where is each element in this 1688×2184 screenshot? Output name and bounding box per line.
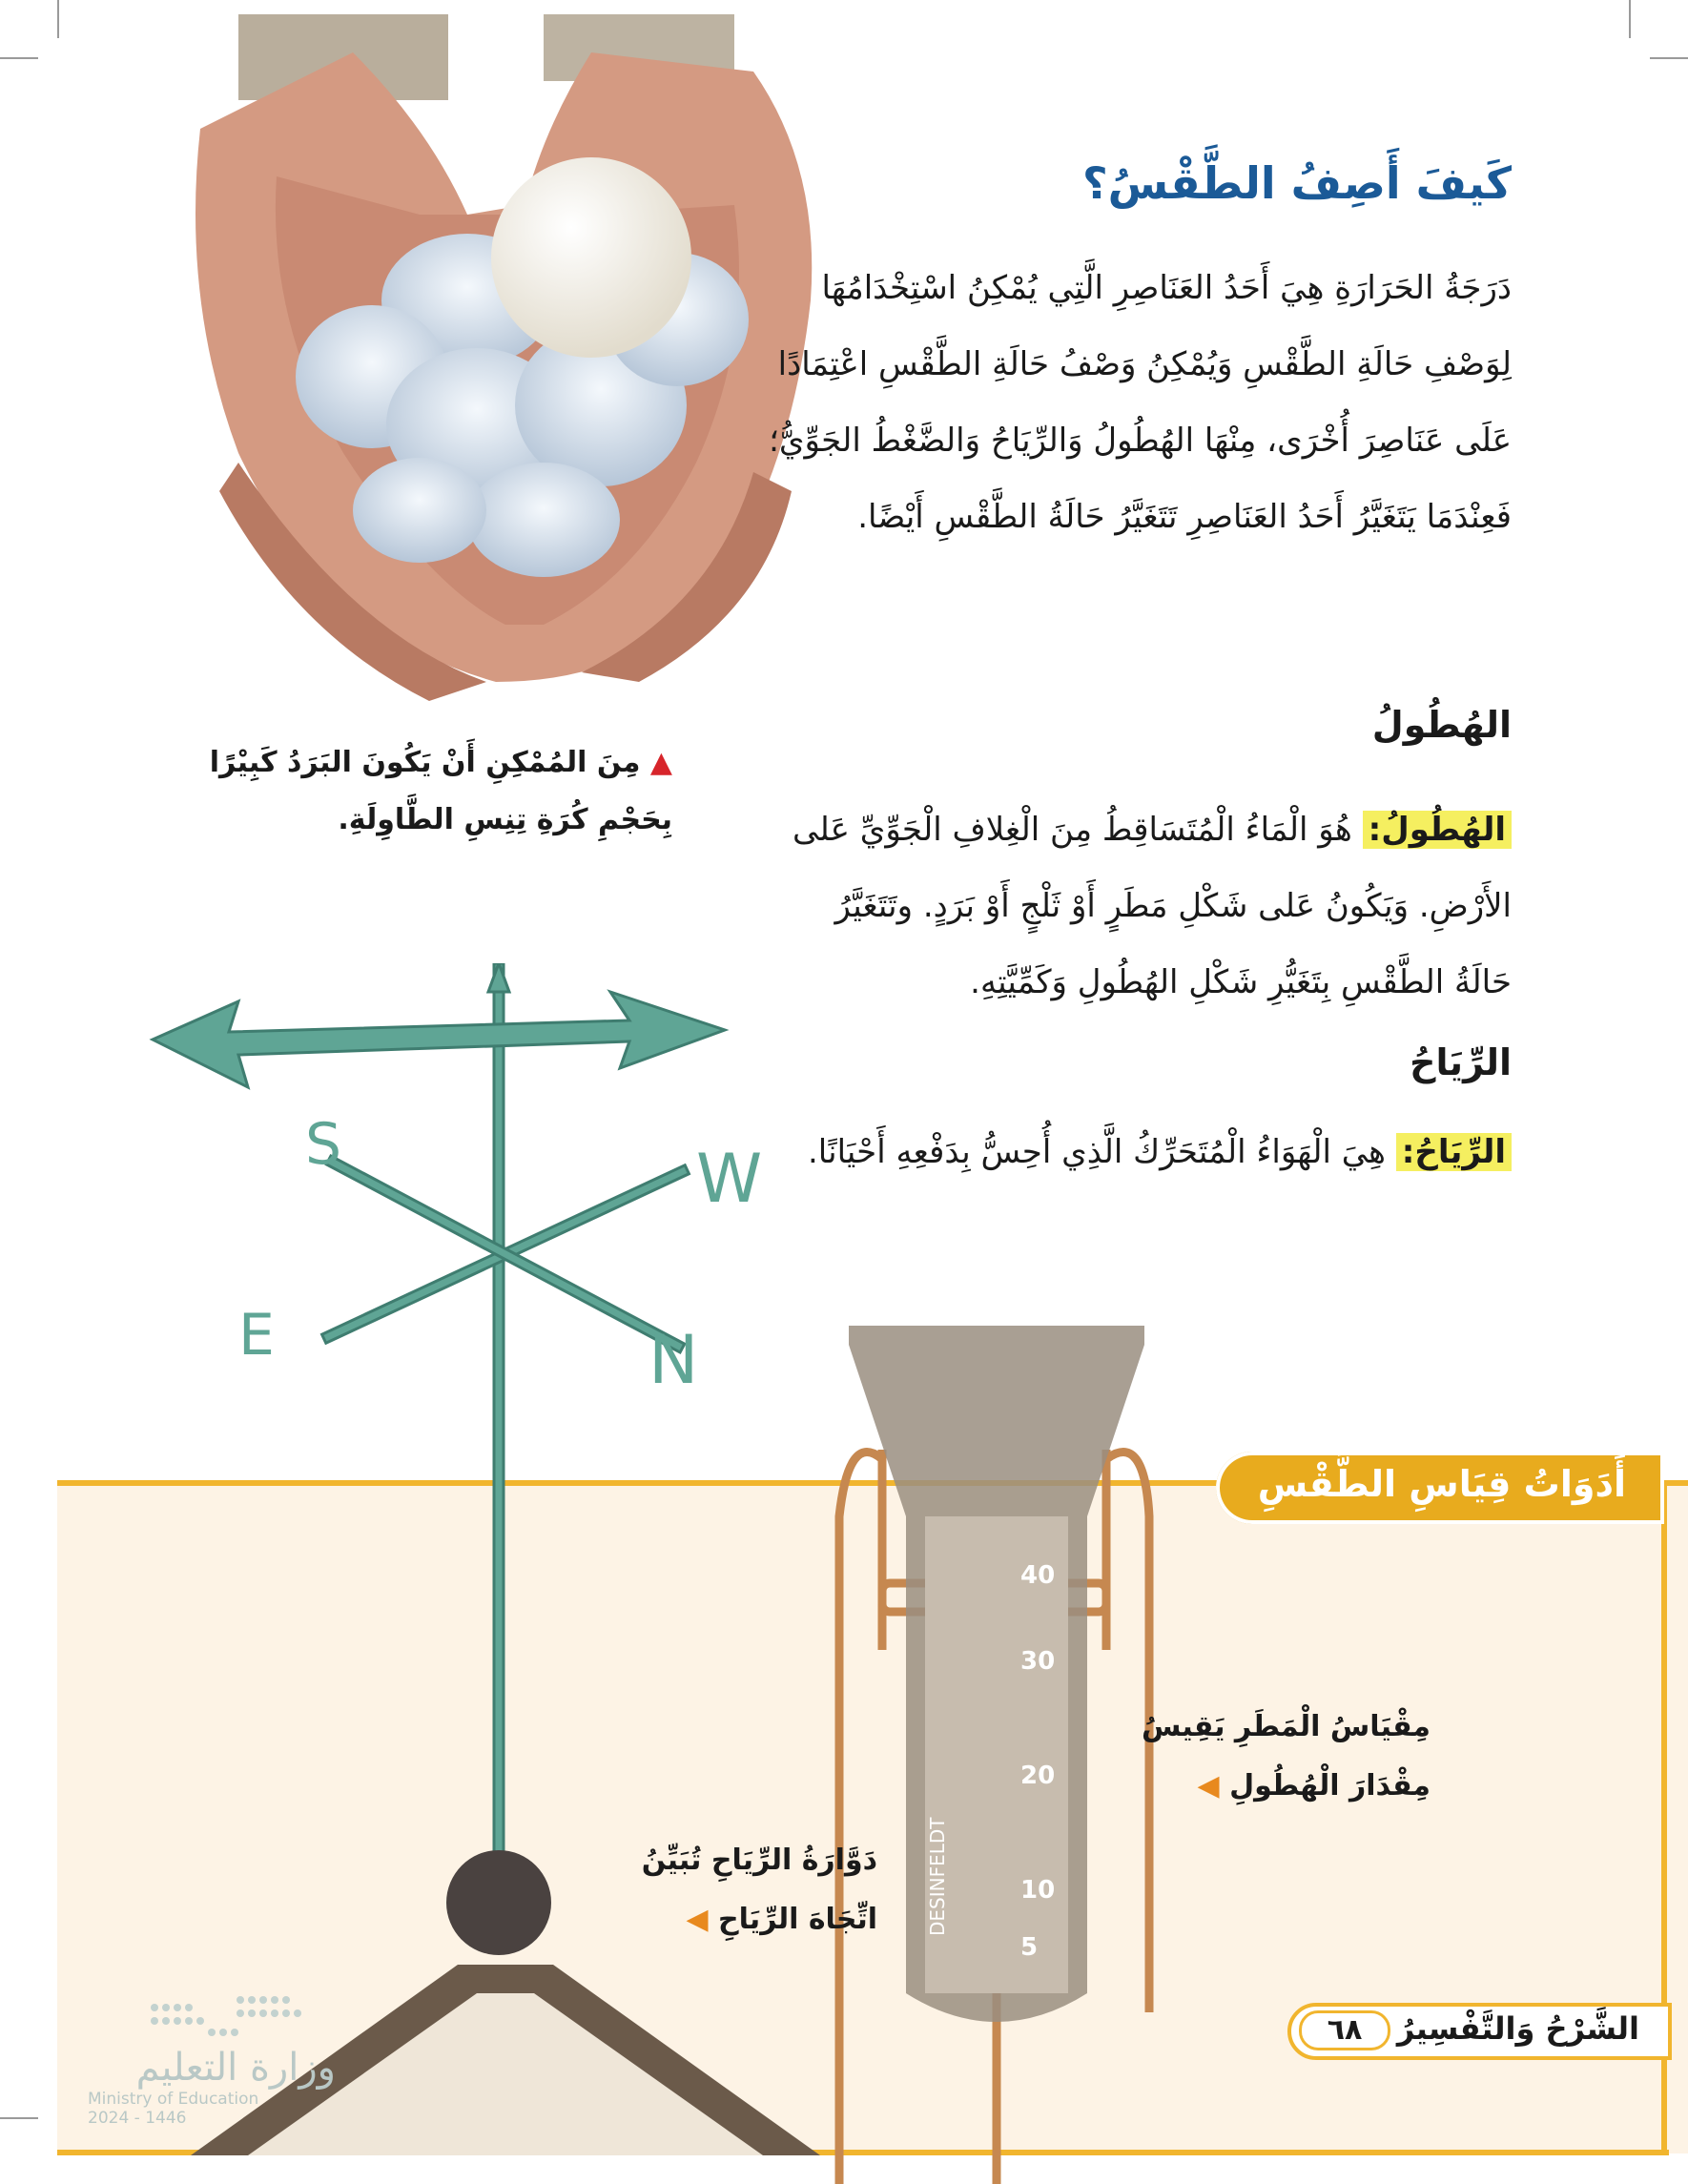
crop-mark bbox=[1650, 57, 1688, 59]
footer-section-label: الشَّرْحُ وَالتَّفْسِيرُ bbox=[1396, 2010, 1639, 2047]
precipitation-subheading: الهُطُولُ bbox=[1371, 704, 1512, 746]
ministry-emblem-icon bbox=[145, 1988, 317, 2046]
gauge-mark-5: 5 bbox=[1020, 1933, 1039, 1962]
vane-letter-w: W bbox=[696, 1140, 763, 1218]
hail-caption bbox=[196, 734, 672, 849]
vane-letter-n: N bbox=[648, 1321, 699, 1399]
gauge-mark-20: 20 bbox=[1020, 1762, 1056, 1790]
crop-mark bbox=[57, 0, 59, 38]
gauge-caption-line2: مِقْدَارَ الْهُطُولِ bbox=[1229, 1769, 1431, 1803]
gauge-brand: DESINFELDT bbox=[926, 1817, 949, 1936]
triangle-left-icon: ◀ bbox=[1197, 1769, 1220, 1803]
vane-caption-line2: اتِّجَاهَ الرِّيَاحِ bbox=[718, 1903, 877, 1936]
hail-caption-line2: بِحَجْمِ كُرَةِ تِنِسِ الطَّاوِلَةِ. bbox=[338, 803, 672, 836]
precipitation-definition bbox=[768, 792, 1512, 1020]
page-footer bbox=[1287, 2003, 1672, 2060]
vane-letter-e: E bbox=[238, 1302, 275, 1369]
intro-paragraph: دَرَجَةُ الحَرَارَةِ هِيَ أَحَدُ العَنَاصِرِ الَّتِي يُمْكِنُ اسْتِخْدَامُهَا لِوَصْفِ حَالَةِ الطَّقْسِ وَيُمْكِنُ وَصْفُ حَالَةِ الطَّقْسِ اعْتِمَادًا عَلَى عَنَاصِرَ أُخْرَى، مِنْهَا الهُطُولُ وَالرِّيَاحُ وَالضَّغْطُ الجَوِّيُّ؛ فَعِنْدَمَا يَتَغَيَّرُ أَحَدُ العَنَاصِرِ تَتَغَيَّرُ حَالَةُ الطَّقْسِ أَيْضًا. bbox=[769, 269, 1512, 536]
vane-letter-s: S bbox=[305, 1111, 342, 1178]
gauge-mark-10: 10 bbox=[1020, 1876, 1056, 1905]
hail-hands-image bbox=[181, 14, 868, 701]
gauge-mark-40: 40 bbox=[1020, 1561, 1056, 1590]
hail-caption-line1: مِنَ المُمْكِنِ أَنْ يَكُونَ البَرَدُ كَبِيْرًا bbox=[209, 746, 641, 779]
vane-caption-line1: دَوَّارَةُ الرِّيَاحِ تُبَيِّنُ bbox=[641, 1844, 877, 1877]
crop-mark bbox=[0, 2117, 38, 2119]
triangle-left-icon: ◀ bbox=[686, 1903, 709, 1936]
gauge-mark-30: 30 bbox=[1020, 1647, 1056, 1676]
tools-tab bbox=[1216, 1452, 1664, 1524]
vane-caption bbox=[572, 1831, 877, 1949]
ministry-arabic: وزارة التعليم bbox=[135, 2046, 336, 2090]
wind-subheading: الرِّيَاحُ bbox=[1410, 1041, 1512, 1083]
weather-vane-image bbox=[134, 963, 858, 2155]
gauge-caption-line1: مِقْيَاسُ الْمَطَرِ يَقِيسُ bbox=[1141, 1710, 1431, 1743]
wind-text: هِيَ الْهَوَاءُ الْمُتَحَرِّكُ الَّذِي أُحِسُّ بِدَفْعِهِ أَحْيَانًا. bbox=[807, 1133, 1386, 1171]
ministry-year: 2024 - 1446 bbox=[88, 2109, 187, 2128]
ministry-english: Ministry of Education bbox=[88, 2090, 259, 2109]
triangle-up-icon: ▲ bbox=[649, 746, 672, 779]
precipitation-text: هُوَ الْمَاءُ الْمُتَسَاقِطُ مِنَ الْغِلافِ الْجَوِّيِّ عَلى الأَرْضِ. وَيَكُونُ عَلى شَكْلِ مَطَرٍ أَوْ ثَلْجٍ أَوْ بَرَدٍ. وتَتَغَيَّرُ حَالَةُ الطَّقْسِ بِتَغَيُّرِ شَكْلِ الهُطُولِ وَكَمِّيَّتِهِ. bbox=[793, 811, 1512, 1001]
page-number: ٦٨ bbox=[1299, 2010, 1390, 2050]
wind-term: الرِّيَاحُ: bbox=[1396, 1133, 1512, 1171]
ministry-logo bbox=[88, 1988, 336, 2128]
crop-mark bbox=[1629, 0, 1631, 38]
crop-mark bbox=[0, 57, 38, 59]
wind-definition bbox=[768, 1114, 1512, 1190]
tools-label: أَدَوَاتُ قِيَاسِ الطَّقْسِ bbox=[1257, 1463, 1626, 1505]
gauge-caption bbox=[1106, 1698, 1431, 1816]
precipitation-term: الهُطُولُ: bbox=[1363, 811, 1512, 849]
section-heading: كَيفَ أَصِفُ الطَّقْسُ؟ bbox=[1081, 157, 1512, 209]
